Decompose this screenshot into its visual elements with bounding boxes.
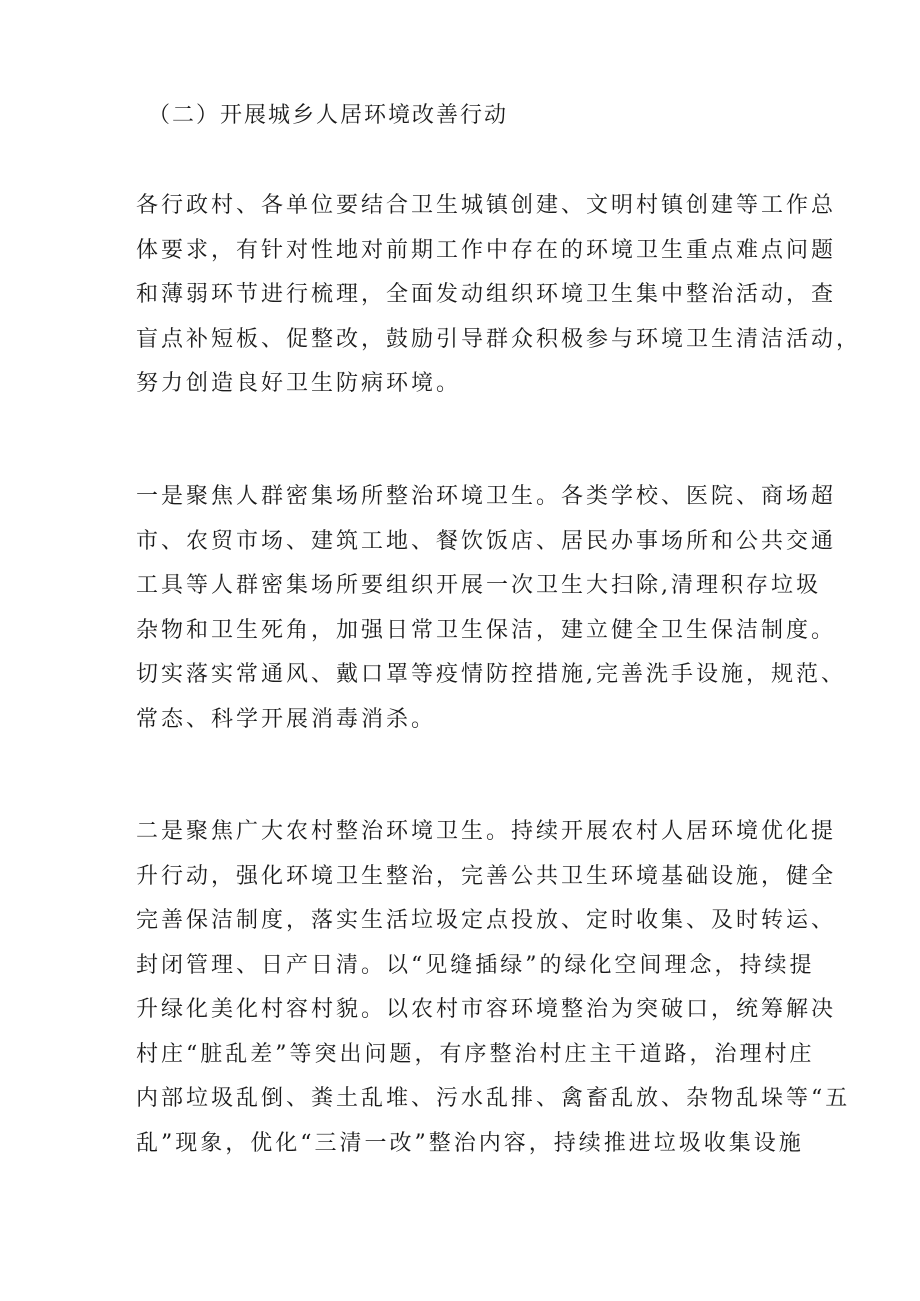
paragraph-intro (136, 184, 862, 407)
paragraph-crowded-places (136, 475, 846, 742)
paragraph-line: 一是聚焦人群密集场所整治环境卫生。各类学校、医院、商场超 (136, 484, 837, 509)
paragraph-line: 村庄“脏乱差”等突出问题，有序整治村庄主干道路，治理村庄 (136, 1041, 815, 1067)
paragraph-line: 杂物和卫生死角，加强日常卫生保洁，建立健全卫生保洁制度。 (136, 617, 837, 643)
paragraph-line: 升行动，强化环境卫生整治，完善公共卫生环境基础设施，健全 (136, 863, 837, 889)
paragraph-line: 各行政村、各单位要结合卫生城镇创建、文明村镇创建等工作总 (136, 193, 837, 218)
paragraph-line: 封闭管理、日产日清。以“见缝插绿”的绿化空间理念，持续提 (136, 952, 815, 978)
paragraph-line: 体要求，有针对性地对前期工作中存在的环境卫生重点难点问题 (136, 237, 837, 263)
paragraph-line: 常态、科学开展消毒消杀。 (136, 706, 437, 732)
paragraph-line: 工具等人群密集场所要组织开展一次卫生大扫除,清理积存垃圾 (136, 573, 821, 598)
paragraph-line: 切实落实常通风、戴口罩等疫情防控措施,完善洗手设施，规范、 (136, 662, 846, 687)
paragraph-line: 升绿化美化村容村貌。以农村市容环境整治为突破口，统筹解决 (136, 997, 837, 1022)
paragraph-line: 二是聚焦广大农村整治环境卫生。持续开展农村人居环境优化提 (136, 819, 837, 844)
paragraph-line: 和薄弱环节进行梳理，全面发动组织环境卫生集中整治活动，查 (136, 282, 837, 307)
paragraph-line: 市、农贸市场、建筑工地、餐饮饭店、居民办事场所和公共交通 (136, 528, 837, 554)
section-heading: （二）开展城乡人居环境改善行动 (148, 103, 509, 128)
paragraph-line: 盲点补短板、促整改，鼓励引导群众积极参与环境卫生清洁活动， (136, 326, 862, 352)
paragraph-line: 乱”现象，优化“三清一改”整治内容，持续推进垃圾收集设施 (136, 1130, 804, 1156)
paragraph-line: 完善保洁制度，落实生活垃圾定点投放、定时收集、及时转运、 (136, 908, 837, 933)
paragraph-line: 内部垃圾乱倒、粪土乱堆、污水乱排、禽畜乱放、杂物乱垛等“五 (136, 1086, 851, 1111)
paragraph-rural-areas (136, 810, 851, 1166)
paragraph-line: 努力创造良好卫生防病环境。 (136, 371, 462, 396)
